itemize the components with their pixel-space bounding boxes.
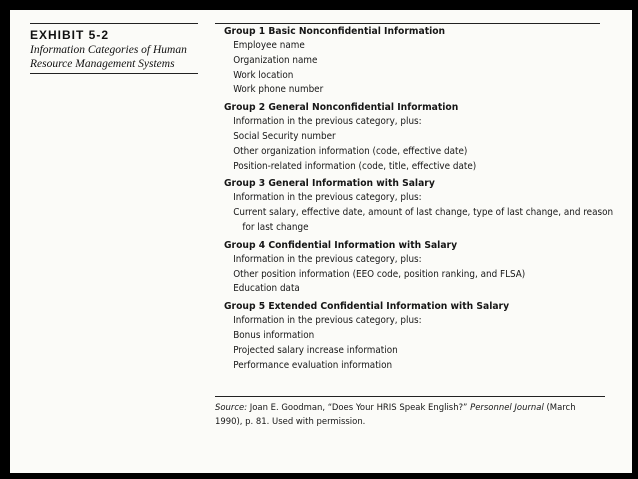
document-page [10,10,632,473]
source-label: Source: [215,402,248,413]
source-journal: Personnel Journal [470,402,544,413]
list-item: Information in the previous category, plus: [233,116,422,128]
group-title: Group 3 General Information with Salary [224,178,435,190]
exhibit-caption: Information Categories of Human Resource Management Systems [30,44,187,70]
list-item: Organization name [233,54,318,66]
group-4 [224,238,614,297]
source-rule [215,396,605,397]
group-2 [224,100,614,174]
list-item: Bonus information [233,329,315,341]
information-categories [224,24,614,375]
group-3 [224,176,614,235]
exhibit-bottom-rule [30,73,198,74]
list-item: Other position information (EEO code, position ranking, and FLSA) [233,268,526,280]
list-item: Social Security number [233,130,336,142]
list-item-continuation: for last change [242,221,309,233]
group-1 [224,24,614,98]
source-note [215,401,583,429]
list-item: Other organization information (code, effective date) [233,145,468,157]
exhibit-number: EXHIBIT 5-2 [30,28,110,42]
list-item: Work phone number [233,84,324,96]
list-item: Projected salary increase information [233,344,398,356]
list-item: Information in the previous category, plus: [233,315,422,327]
list-item: Performance evaluation information [233,359,393,371]
group-title: Group 1 Basic Nonconfidential Information [224,26,446,37]
list-item: Information in the previous category, plus: [233,253,422,265]
group-title: Group 2 General Nonconfidential Information [224,102,459,114]
list-item: Position-related information (code, title, effective date) [233,160,477,172]
list-item: Information in the previous category, plus: [233,192,422,204]
exhibit-top-rule [30,23,198,24]
source-text-after: (March 1990), p. 81. Used with permission. [215,402,576,427]
list-item: Employee name [233,40,305,51]
group-title: Group 4 Confidential Information with Salary [224,239,458,251]
group-5 [224,299,614,373]
source-text: Joan E. Goodman, “Does Your HRIS Speak English?” [249,402,468,413]
list-item: Education data [233,283,300,295]
list-item: Work location [233,69,294,81]
list-item: Current salary, effective date, amount of last change, type of last change, and reason [233,207,614,219]
group-title: Group 5 Extended Confidential Information with Salary [224,301,510,313]
